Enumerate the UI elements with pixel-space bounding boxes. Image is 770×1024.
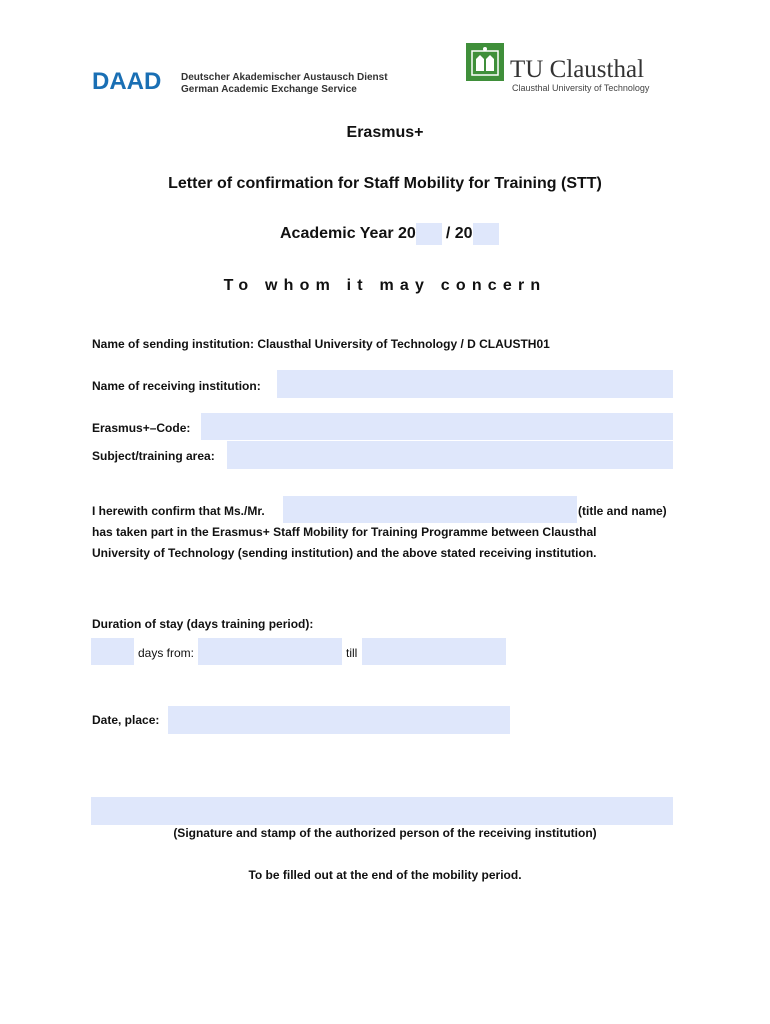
signature-caption: (Signature and stamp of the authorized person of the receiving institution) — [173, 826, 597, 840]
date-from-field[interactable] — [198, 638, 342, 665]
academic-year-prefix: Academic Year 20 — [280, 225, 416, 242]
receiving-institution-field[interactable] — [277, 370, 673, 398]
erasmus-code-label: Erasmus+–Code: — [92, 421, 191, 435]
days-count-field[interactable] — [91, 638, 134, 665]
receiving-institution-label: Name of receiving institution: — [92, 379, 261, 393]
salutation: To whom it may concern — [223, 277, 547, 294]
date-place-field[interactable] — [168, 706, 510, 734]
date-till-field[interactable] — [362, 638, 506, 665]
daad-name-german: Deutscher Akademischer Austausch Dienst — [181, 72, 388, 83]
erasmus-code-field[interactable] — [201, 413, 673, 440]
days-from-label: days from: — [138, 646, 195, 660]
daad-logo: DAAD — [92, 68, 162, 95]
daad-name-english: German Academic Exchange Service — [181, 84, 357, 95]
tu-subtitle: Clausthal University of Technology — [512, 83, 650, 93]
tu-logo: TU Clausthal — [510, 56, 645, 83]
confirm-prefix: I herewith confirm that Ms./Mr. — [92, 504, 265, 518]
year-start-field[interactable] — [416, 223, 442, 245]
year-end-field[interactable] — [473, 223, 499, 245]
programme-title: Erasmus+ — [346, 124, 424, 141]
till-label: till — [346, 646, 358, 660]
signature-field[interactable] — [91, 797, 673, 825]
letter-title: Letter of confirmation for Staff Mobility for Training (STT) — [168, 175, 602, 192]
duration-label: Duration of stay (days training period): — [92, 617, 314, 631]
confirm-suffix: (title and name) — [578, 504, 667, 518]
participant-name-field[interactable] — [283, 496, 577, 523]
date-place-label: Date, place: — [92, 713, 160, 727]
confirm-line-3: University of Technology (sending institution) and the above stated receiving institution. — [92, 546, 597, 560]
sending-institution-text: Name of sending institution: Clausthal University of Technology / D CLAUSTH01 — [92, 337, 550, 351]
academic-year-separator: / 20 — [445, 225, 473, 242]
confirm-line-2: has taken part in the Erasmus+ Staff Mobility for Training Programme between Clausthal — [92, 525, 597, 539]
subject-area-label: Subject/training area: — [92, 449, 215, 463]
academic-year-row — [280, 223, 499, 245]
tu-emblem-icon — [466, 43, 504, 81]
footer-note: To be filled out at the end of the mobility period. — [248, 868, 522, 882]
subject-area-field[interactable] — [227, 441, 673, 469]
